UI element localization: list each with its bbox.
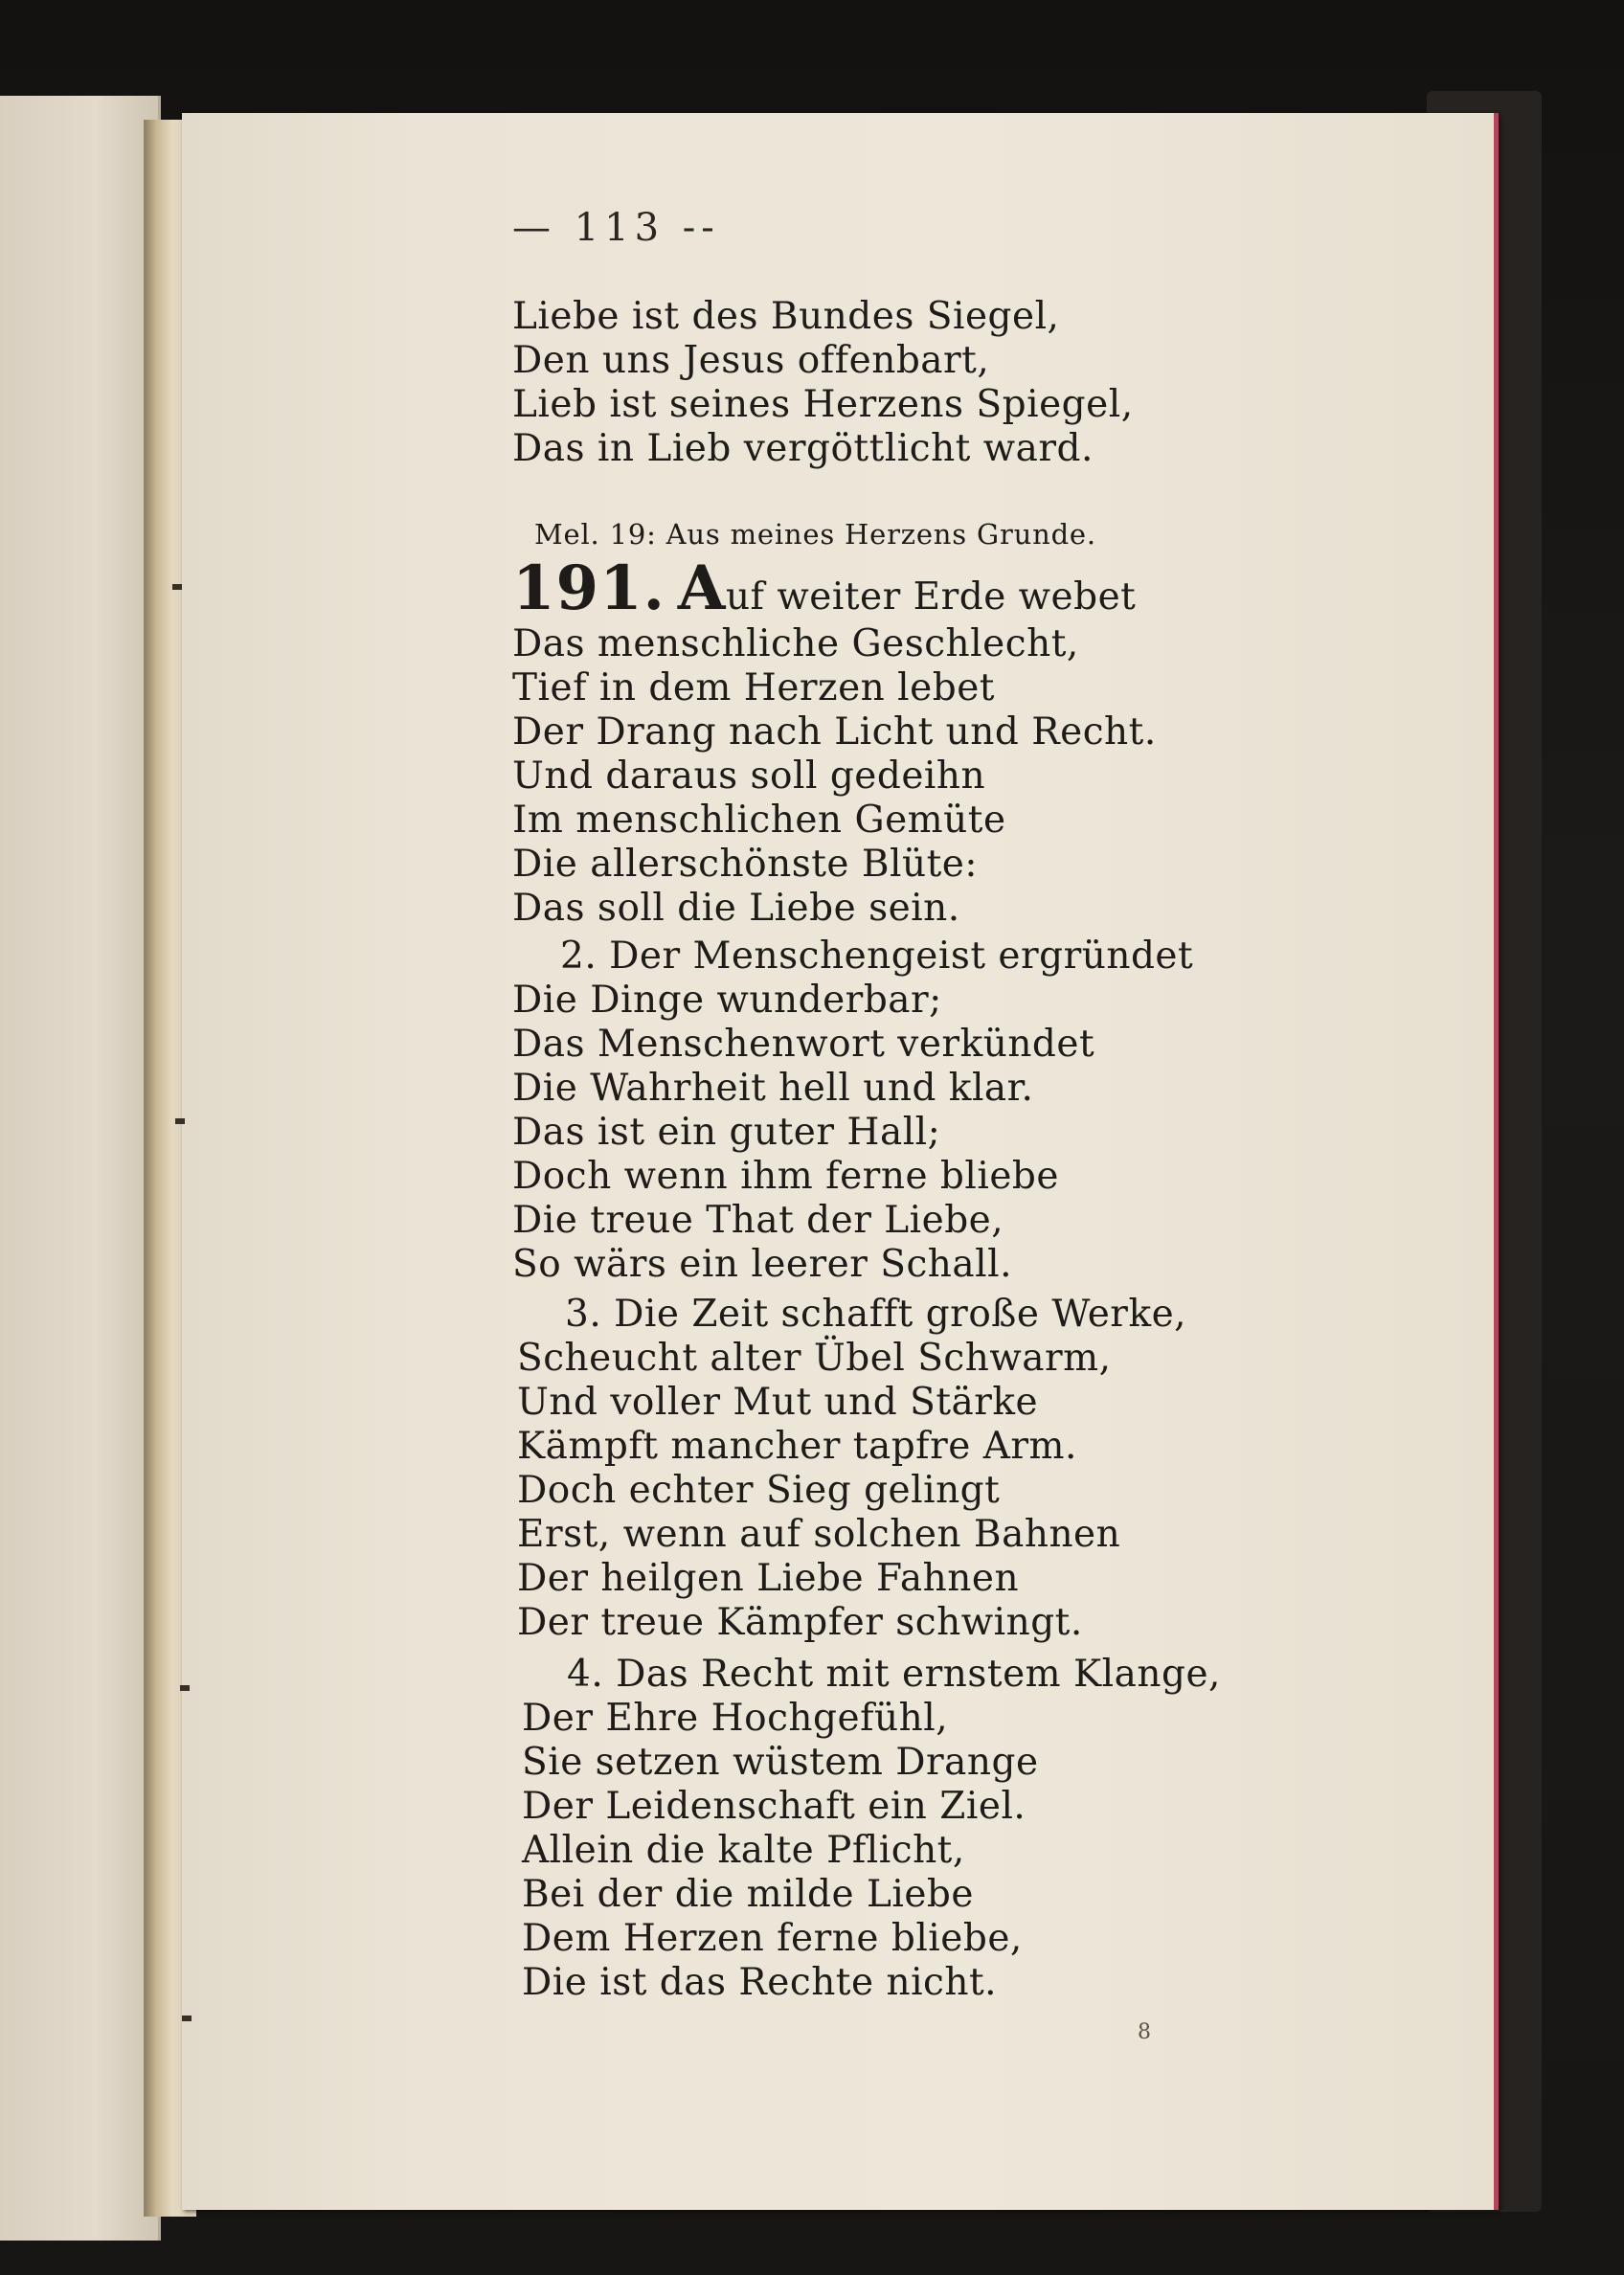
hymn-first-line: [512, 552, 1137, 631]
text-line: Das soll die Liebe sein.: [512, 887, 960, 930]
text-line: Sie setzen wüstem Drange: [522, 1741, 1039, 1784]
text-line: Und voller Mut und Stärke: [517, 1381, 1039, 1424]
text-line: Die Dinge wunderbar;: [512, 979, 942, 1022]
text-line: Lieb ist seines Herzens Spiegel,: [512, 383, 1134, 426]
text-line: Doch wenn ihm ferne bliebe: [512, 1155, 1059, 1198]
text-line: Die allerschönste Blüte:: [512, 843, 979, 886]
text-line: Dem Herzen ferne bliebe,: [522, 1917, 1023, 1960]
text-line: Die ist das Rechte nicht.: [522, 1961, 998, 2004]
first-line-text: uf weiter Erde webet: [725, 575, 1137, 619]
text-line: Allein die kalte Pflicht,: [522, 1829, 965, 1872]
text-line: Erst, wenn auf solchen Bahnen: [517, 1513, 1121, 1556]
thread-mark: [182, 2016, 192, 2021]
verse-start-line: 4. Das Recht mit ernstem Klange,: [567, 1653, 1221, 1696]
text-line: Das ist ein guter Hall;: [512, 1111, 941, 1154]
text-line: Doch echter Sieg gelingt: [517, 1469, 1001, 1512]
text-line: So wärs ein leerer Schall.: [512, 1243, 1013, 1286]
left-page: [0, 96, 161, 2241]
text-line: Im menschlichen Gemüte: [512, 799, 1006, 842]
drop-cap: A: [677, 552, 726, 624]
text-line: Der treue Kämpfer schwingt.: [517, 1601, 1083, 1644]
verse-start-line: 2. Der Menschengeist ergründet: [560, 935, 1194, 978]
verse-start-line: 3. Die Zeit schafft große Werke,: [565, 1293, 1187, 1336]
text-line: Der Leidenschaft ein Ziel.: [522, 1785, 1026, 1828]
text-line: Die treue That der Liebe,: [512, 1199, 1004, 1242]
text-line: Der Drang nach Licht und Recht.: [512, 710, 1157, 754]
text-line: Das menschliche Geschlecht,: [512, 622, 1079, 665]
text-line: Der heilgen Liebe Fahnen: [517, 1557, 1020, 1600]
text-line: Und daraus soll gedeihn: [512, 755, 986, 798]
text-line: Den uns Jesus offenbart,: [512, 339, 990, 382]
thread-mark: [172, 584, 182, 590]
text-line: Scheucht alter Übel Schwarm,: [517, 1337, 1112, 1380]
thread-mark: [175, 1118, 185, 1124]
melody-line: Mel. 19: Aus meines Herzens Grunde.: [534, 518, 1096, 551]
text-line: Das Menschenwort verkündet: [512, 1023, 1095, 1066]
text-line: Die Wahrheit hell und klar.: [512, 1067, 1034, 1110]
text-line: Bei der die milde Liebe: [522, 1873, 974, 1916]
text-line: Kämpft mancher tapfre Arm.: [517, 1425, 1077, 1468]
hymn-number: 191.: [512, 552, 665, 624]
text-line: Der Ehre Hochgefühl,: [522, 1697, 949, 1740]
page-header: — 113 --: [512, 206, 720, 250]
signature-mark: 8: [1138, 2020, 1151, 2044]
text-line: Tief in dem Herzen lebet: [512, 666, 995, 710]
text-line: Das in Lieb vergöttlicht ward.: [512, 427, 1094, 470]
text-line: Liebe ist des Bundes Siegel,: [512, 295, 1060, 338]
thread-mark: [180, 1685, 190, 1691]
